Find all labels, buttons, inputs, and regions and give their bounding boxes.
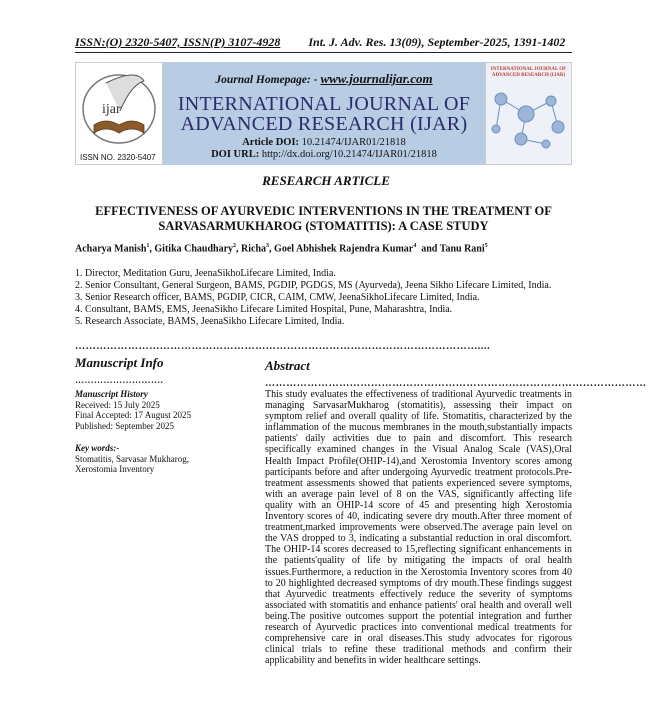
manuscript-info xyxy=(75,355,245,475)
homepage-link[interactable]: www.journalijar.com xyxy=(320,71,433,86)
journal-name-line1: INTERNATIONAL JOURNAL OF xyxy=(177,93,471,115)
manuscript-history-label: Manuscript History xyxy=(75,389,148,399)
abstract-heading: Abstract xyxy=(265,358,310,373)
affiliation-item: 4. Consultant, BAMS, EMS, JeenaSikho Lifecare Limited Hospital, Pune, Maharashtra, India. xyxy=(75,304,453,315)
journal-banner xyxy=(75,62,572,165)
journal-logo xyxy=(75,62,163,165)
banner-center xyxy=(163,62,485,165)
issn-number: ISSN NO. 2320-5407 xyxy=(80,153,156,162)
keywords-line: Stomatitis, Sarvasar Mukharog, xyxy=(75,453,189,464)
article-type: RESEARCH ARTICLE xyxy=(262,173,390,188)
journal-cover xyxy=(485,62,572,165)
accepted-date: Final Accepted: 17 August 2025 xyxy=(75,410,191,420)
article-doi: Article DOI: 10.21474/IJAR01/21818 xyxy=(242,137,406,148)
journal-homepage xyxy=(163,71,485,87)
ijar-logo-icon xyxy=(76,63,162,149)
doi-url-link[interactable]: http://dx.doi.org/10.21474/IJAR01/21818 xyxy=(261,149,437,160)
manuscript-dots: ………………………. xyxy=(75,374,164,385)
article-doi-value: 10.21474/IJAR01/21818 xyxy=(301,137,406,148)
keywords-line: Xerostomia Inventory xyxy=(75,464,155,474)
author-list: Acharya Manish$^1$, Gitika Chaudhary$^2$, Richa$^3$, Goel Abhishek Rajendra Kumar$^4$ and Tanu Rani$^5$ xyxy=(75,243,488,255)
affiliations xyxy=(75,268,572,328)
abstract-dots: ……………………………………………………………………………………………… xyxy=(265,378,647,389)
homepage-label: Journal Homepage: - xyxy=(215,74,321,86)
abstract-section xyxy=(265,358,647,667)
published-date: Published: September 2025 xyxy=(75,420,174,431)
author-name: Gitika Chaudhary xyxy=(154,243,234,255)
author-name: Tanu Rani xyxy=(439,243,485,255)
author-name: Richa xyxy=(241,243,267,255)
author-name: Goel Abhishek Rajendra Kumar xyxy=(274,243,414,255)
journal-reference: Int. J. Adv. Res. 13(09), September-2025, 1391-1402 xyxy=(308,35,566,49)
separator-dots: …………………………………………………………………………………………………….... xyxy=(75,341,491,352)
affiliation-item: 2. Senior Consultant, General Surgeon, BAMS, PGDIP, PGDGS, MS (Ayurveda), Jeena Sikho Lifecare Limited, India. xyxy=(75,280,552,291)
title-line2: SARVASARMUKHAROG (STOMATITIS): A CASE STUDY xyxy=(158,219,489,233)
journal-name-line2: ADVANCED RESEARCH (IJAR) xyxy=(180,113,468,135)
cover-title: INTERNATIONAL JOURNAL OF ADVANCED RESEARCH (IJAR) xyxy=(490,67,567,78)
received-date: Received: 15 July 2025 xyxy=(75,399,160,410)
doi-url: DOI URL: http://dx.doi.org/10.21474/IJAR01/21818 xyxy=(211,149,437,160)
journal-name xyxy=(163,94,485,134)
title-line1: EFFECTIVENESS OF AYURVEDIC INTERVENTIONS IN THE TREATMENT OF xyxy=(95,204,552,218)
affiliation-item: 1. Director, Meditation Guru, JeenaSikhoLifecare Limited, India. xyxy=(75,268,336,279)
running-header xyxy=(75,35,572,53)
affiliation-item: 3. Senior Research officer, BAMS, PGDIP, CICR, CAIM, CMW, JeenaSikhoLifecare Limited, India. xyxy=(75,292,480,303)
molecule-icon xyxy=(486,79,571,159)
affiliation-item: 5. Research Associate, BAMS, JeenaSikho Lifecare Limited, India. xyxy=(75,316,345,327)
article-title xyxy=(75,204,572,234)
abstract-text: This study evaluates the effectiveness of traditional Ayurvedic treatments in managing SarvasarMukharog (stomatitis), assessing their impact on symptom relief and overall quality of life. Stomatitis, characterized by the inflammation of the mucous membranes in the mouth,substantially impacts patients' daily activities due to pain and discomfort. This research specifically examined changes in the Visual Analog Scale (VAS),Oral Health Impact Profile(OHIP-14),and Xerostomia Inventory scores among participants before and after undergoing Ayurvedic treatment protocols.Pre-treatment assessments showed that patients experienced severe symptoms, with an average pain level of 8 on the VAS, significantly affecting life quality with an OHIP-14 score of 45 and presenting high Xerostomia Inventory scores of 40, indicating severe dry mouth.After three moment of treatment,marked improvements were observed.The average pain level on the VAS dropped to 3, indicating a substantial reduction in oral discomfort. The OHIP-14 scores decreased to 15,reflecting significant enhancements in the patients'quality of life by mitigating the impacts of oral health issues.Furthermore, a reduction in the Xerostomia Inventory scores from 40 to 20 highlighted decreased symptoms of dry mouth.These findings suggest that Ayurvedic treatments effectively reduce the severity of symptoms associated with stomatitis and enhance patients' oral health and overall well being.The positive outcomes support the potential integration and further research of Ayurvedic practices into conventional medical treatments for comprehensive care in oral diseases.This study advocates for rigorous clinical trials to refine these traditional methods and confirm their applicability and benefits in wider healthcare settings. xyxy=(265,389,572,667)
issn-text: ISSN:(O) 2320-5407, ISSN(P) 3107-4928 xyxy=(75,35,281,49)
keywords-label: Key words:- xyxy=(75,443,120,453)
author-name: Acharya Manish xyxy=(75,243,147,255)
manuscript-info-heading: Manuscript Info xyxy=(75,355,164,370)
logo-text: ijar xyxy=(102,102,121,117)
